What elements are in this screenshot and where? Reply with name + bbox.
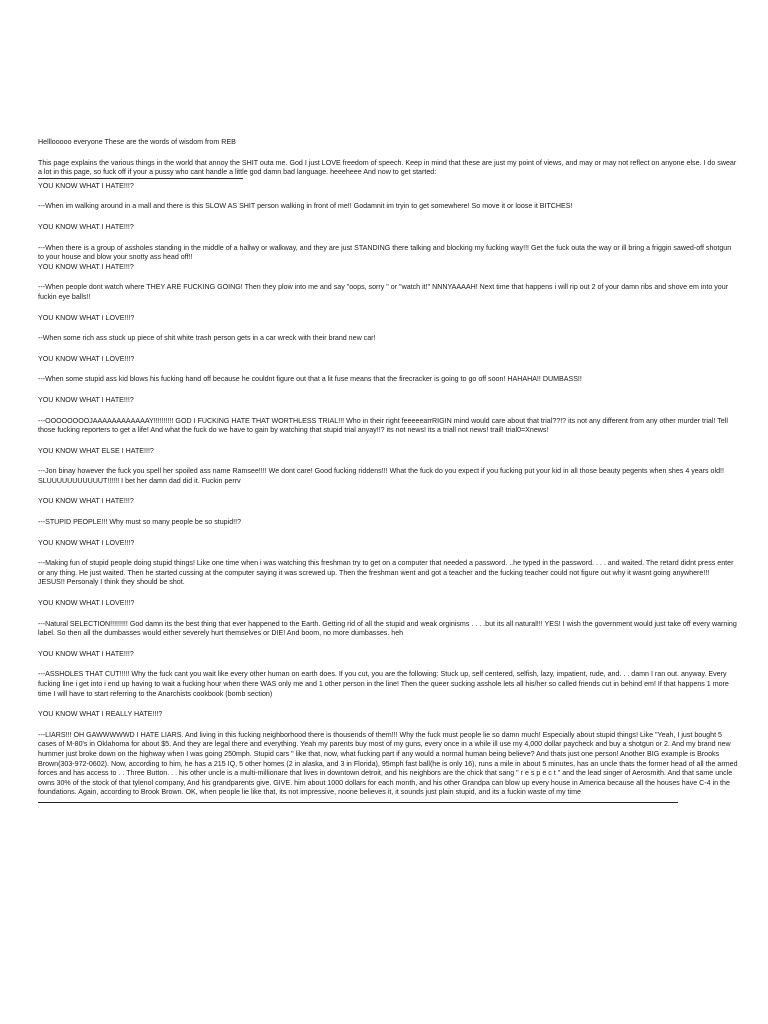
section-heading: YOU KNOW WHAT I HATE!!!? (38, 181, 134, 190)
section-body: ---When some stupid ass kid blows his fucking hand off because he couldnt figure out that a lit fuse means that the firecracker is going to go off soon! HAHAHA!! DUMBASS!! (38, 375, 582, 384)
section-body: ---Natural SELECTION!!!!!!!!! God damn its the best thing that ever happened to the Earth. Getting rid of all the stupid and weak orginisms . . . .but its all natural!!! YES! I wish the government would just take off every warning label. So then all the dumbasses would either severely hurt themselves or DIE! And boom, no more dumbasses. heh (38, 619, 737, 638)
section-body: ---When im walking around in a mall and there is this SLOW AS SHIT person walking in front of me!! Godamnit im tryin to get somewhere! So move it or loose it BITCHES! (38, 202, 573, 211)
section-body: ---ASSHOLES THAT CUT!!!!! Why the fuck cant you wait like every other human on earth does. If you cut, you are the following: Stuck up, self centered, selfish, lazy, impatient, rude, and. . . damn I ran out. anyway. Every fucking line i get into i end up having to wait a fucking hour when there WAS only me and 1 other person in the line! Then the queer sucking asshole lets all his/her so called friends cut in behind em! If that happens 1 more time I will have to start referring to the Anarchists cookbook (bomb section) (38, 670, 729, 698)
section-heading: YOU KNOW WHAT ELSE I HATE!!!? (38, 446, 154, 455)
section-body: ---Jon binay however the fuck you spell her spoiled ass name Ramsee!!!! We dont care! Good fucking riddens!!! What the fuck do you expect if you fucking put your kid in all those beauty pegents when shes 4 years old!! SLUUUUUUUUUUUT!!!!!! I bet her damn dad did it. Fuckin perrv (38, 467, 724, 485)
section-heading: YOU KNOW WHAT I HATE!!!? (38, 262, 134, 271)
section-heading: YOU KNOW WHAT I LOVE!!!? (38, 599, 135, 608)
section-heading: YOU KNOW WHAT I LOVE!!!? (38, 538, 135, 547)
document-body (38, 138, 738, 803)
section-body: ---Making fun of stupid people doing stupid things! Like one time when i was watching this freshman try to get on a computer that needed a password. ..he typed in the password. . . . and waited. The retard didnt press enter or any thing. He just waited. Then he started cussing at the computer saying it was screwed up. Then the freshman went and got a teacher and the fucking teacher could not figure out why it wasnt going anywhere!!! JESUS!! Personaly I think they should be shot. (38, 559, 734, 587)
section-heading: YOU KNOW WHAT I REALLY HATE!!!? (38, 710, 163, 719)
section-heading: YOU KNOW WHAT I HATE!!!? (38, 497, 134, 506)
section-body: ---STUPID PEOPLE!!! Why must so many people be so stupid!!? (38, 518, 242, 527)
intro-paragraph: This page explains the various things in the world that annoy the SHIT outa me. God I just LOVE freedom of speech. Keep in mind that these are just my point of views, and may or may not reflect on anyone else. I do swear a lot in this page, so fuck off if your a pussy who cant handle a little god damn bad language. heeeheee And now to get started: (38, 158, 737, 177)
section-heading: YOU KNOW WHAT I HATE!!!? (38, 222, 134, 231)
section-divider (38, 178, 243, 179)
page-end-rule (38, 802, 678, 803)
greeting-line: Helllooooo everyone These are the words of wisdom from REB (38, 138, 236, 146)
section-heading: YOU KNOW WHAT I LOVE!!!? (38, 354, 135, 363)
section-body: --When some rich ass stuck up piece of shit white trash person gets in a car wreck with their brand new car! (38, 334, 376, 343)
section-heading: YOU KNOW WHAT I LOVE!!!? (38, 313, 135, 322)
section-heading: YOU KNOW WHAT I HATE!!!? (38, 649, 134, 658)
section-body: ---LIARS!!! OH GAWWWWWD I HATE LIARS. And living in this fucking neighborhood there is thousends of them!!! Why the fuck must people lie so damn much! Especially about stupid things! Like "Yeah, I just bought 5 cases of M-80's in Oklahoma for about $5. And they are legal there and everything. Yeah my parents buy most of my guns, every once in a while ill use my 4,000 dollar paycheck and buy a shotgun or 2. And my brand new hummer just broke down on the highway when I was going 250mph. Stupid cars " like that, now, what fucking part if any would a normal human being believe? And thats just one person! Another BIG example is Brooks Brown(303-972-0602). Now, according to him, he has a 215 IQ, 5 other homes (2 in alaska, and 3 in Florida), 95mph fast ball(he is only 16), runs a mile in about 5 minutes, has an uncle thats the former head of all the armed forces and has access to . . Three Button. . . his other uncle is a multi-millionare that lives in downtown detroit, and his neighbors are the chick that sang " r e s p e c t " and the lead singer of Aerosmith. And that same uncle owns 30% of the stock of that tylenol company, And his grandparents give. GIVE. him about 1000 dollars for each month, and his other Grandpa can blow up every house in America because all the houses have C-4 in the foundations. Again, according to Brook Brown. OK, when people lie like that, its not impressive, noone believes it, it sounds just plain stupid, and its a fuckin waste of my time (38, 730, 738, 797)
section-body: ---OOOOOOOOJAAAAAAAAAAAAY!!!!!!!!!! GOD I FUCKING HATE THAT WORTHLESS TRIAL!!! Who in their right feeeeearrRIGIN mind would care about that trial??!? its not any different from any other murder trial! Tell those fucking reporters to get a life! And what the fuck do we have to gain by watching that stupid trial anyay!!? its not news! its a triall not news! trail! trial0=Xnews! (38, 416, 728, 435)
section-heading: YOU KNOW WHAT I HATE!!!? (38, 395, 134, 404)
section-body: ---When there is a group of assholes standing in the middle of a hallwy or walkway, and they are just STANDING there talking and blocking my fucking way!!! Get the fuck outa the way or ill bring a friggin sawed-off shotgun to your house and blow your snotty ass head off!! (38, 243, 732, 262)
section-body: ---When people dont watch where THEY ARE FUCKING GOING! Then they plow into me and say "oops, sorry " or "watch it!" NNNYAAAAH! Next time that happens i will rip out 2 of your damn ribs and shove em into your fuckin eye balls!! (38, 283, 729, 301)
